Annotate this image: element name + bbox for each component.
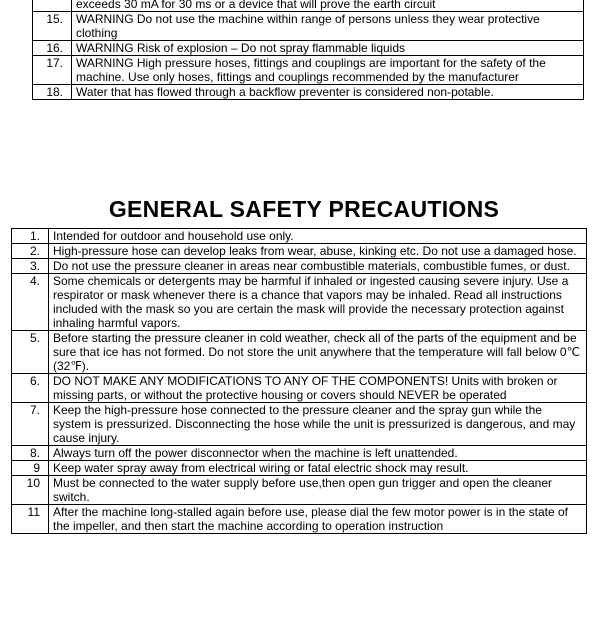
item-text: Water that has flowed through a backflow preventer is considered non-potable. <box>72 85 584 100</box>
table-row <box>12 446 587 461</box>
precautions-table <box>11 228 587 534</box>
item-text: Keep the high-pressure hose connected to the pressure cleaner and the spray gun while the system is pressurized. Disconnecting the hose while the unit is pressurized is dangerous, and may cause injury. <box>49 403 587 446</box>
item-number: 18. <box>33 85 72 100</box>
item-number: 4. <box>12 274 49 331</box>
item-text: Before starting the pressure cleaner in cold weather, check all of the parts of the equipment and be sure that ice has not formed. Do not store the unit anywhere that the temperature will fall below 0℃ (32℉). <box>49 331 587 374</box>
item-number: 15. <box>33 12 72 41</box>
table-row <box>12 244 587 259</box>
table-row <box>33 0 584 12</box>
item-text: WARNING Do not use the machine within range of persons unless they wear protective clothing <box>72 12 584 41</box>
item-number: 3. <box>12 259 49 274</box>
item-text: WARNING Risk of explosion – Do not spray flammable liquids <box>72 41 584 56</box>
item-number: 2. <box>12 244 49 259</box>
item-number <box>33 0 72 12</box>
item-text: exceeds 30 mA for 30 ms or a device that will prove the earth circuit <box>72 0 584 12</box>
table-row <box>12 374 587 403</box>
item-text: Do not use the pressure cleaner in areas near combustible materials, combustible fumes, or dust. <box>49 259 587 274</box>
table-row <box>12 505 587 534</box>
table-row <box>12 229 587 244</box>
table-row <box>33 56 584 85</box>
item-number: 6. <box>12 374 49 403</box>
table-row <box>33 85 584 100</box>
item-number: 11 <box>12 505 49 534</box>
item-text: Some chemicals or detergents may be harmful if inhaled or ingested causing severe injury. Use a respirator or mask whenever there is a chance that vapors may be inhaled. Read all instructions included with the mask so you are certain the mask will provide the necessary protection against inhaling harmful vapors. <box>49 274 587 331</box>
table-row <box>33 12 584 41</box>
item-text: High-pressure hose can develop leaks from wear, abuse, kinking etc. Do not use a damaged hose. <box>49 244 587 259</box>
item-number: 5. <box>12 331 49 374</box>
item-number: 7. <box>12 403 49 446</box>
warnings-table <box>32 0 584 100</box>
item-text: Must be connected to the water supply before use,then open gun trigger and open the cleaner switch. <box>49 476 587 505</box>
item-text: DO NOT MAKE ANY MODIFICATIONS TO ANY OF THE COMPONENTS! Units with broken or missing parts, or without the protective housing or covers should NEVER be operated <box>49 374 587 403</box>
item-number: 16. <box>33 41 72 56</box>
item-text: Keep water spray away from electrical wiring or fatal electric shock may result. <box>49 461 587 476</box>
item-number: 1. <box>12 229 49 244</box>
table-row <box>12 476 587 505</box>
item-number: 9 <box>12 461 49 476</box>
table-row <box>12 403 587 446</box>
item-number: 8. <box>12 446 49 461</box>
table-row <box>12 259 587 274</box>
table-row <box>12 331 587 374</box>
table-row <box>12 274 587 331</box>
item-number: 17. <box>33 56 72 85</box>
section-title: GENERAL SAFETY PRECAUTIONS <box>108 196 500 222</box>
item-number: 10 <box>12 476 49 505</box>
table-row <box>33 41 584 56</box>
item-text: Intended for outdoor and household use only. <box>49 229 587 244</box>
item-text: After the machine long-stalled again before use, please dial the few motor power is in the state of the impeller, and then start the machine according to operation instruction <box>49 505 587 534</box>
item-text: Always turn off the power disconnector when the machine is left unattended. <box>49 446 587 461</box>
table-row <box>12 461 587 476</box>
item-text: WARNING High pressure hoses, fittings and couplings are important for the safety of the machine. Use only hoses, fittings and couplings recommended by the manufacturer <box>72 56 584 85</box>
